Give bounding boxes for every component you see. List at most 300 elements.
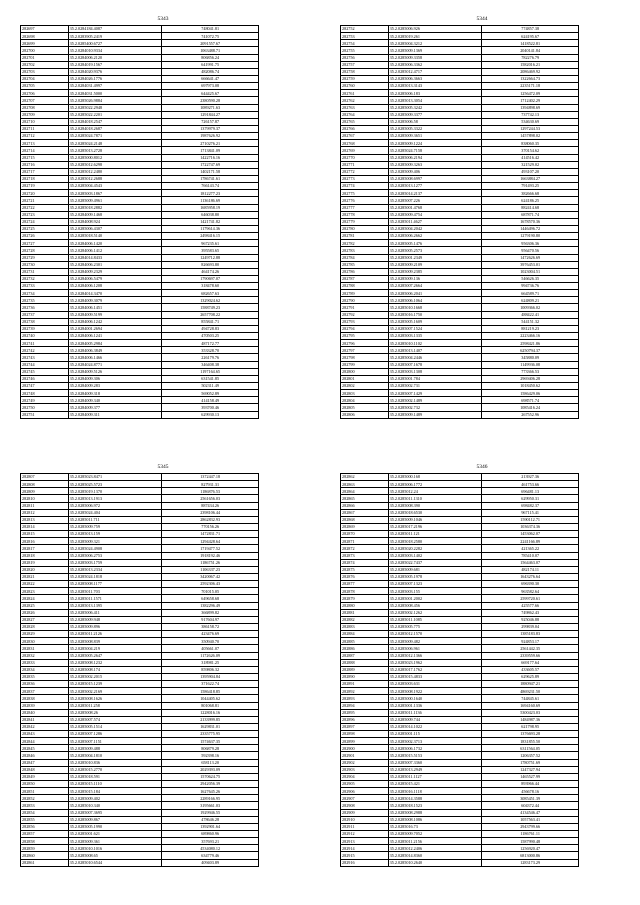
table-row bbox=[21, 602, 259, 609]
x-coordinate-cell: 35.2.0284006.1412 bbox=[68, 247, 162, 254]
table-row bbox=[21, 233, 259, 240]
table-row bbox=[341, 140, 579, 147]
table-row bbox=[341, 795, 579, 802]
x-coordinate-cell: 35.2.0285006.926 bbox=[388, 26, 482, 33]
table-row bbox=[21, 311, 259, 318]
y-coordinate-cell: 1627645.26 bbox=[162, 788, 259, 795]
table-row bbox=[21, 125, 259, 132]
point-id-cell: 282712 bbox=[21, 133, 69, 140]
point-id-cell: 282798 bbox=[341, 354, 389, 361]
point-id-cell: 282916 bbox=[341, 859, 389, 866]
table-row bbox=[341, 161, 579, 168]
point-id-cell: 282721 bbox=[21, 197, 69, 204]
table-row bbox=[341, 516, 579, 523]
table-row bbox=[21, 502, 259, 509]
point-id-cell: 282826 bbox=[21, 609, 69, 616]
y-coordinate-cell: 644425.67 bbox=[162, 90, 259, 97]
table-row bbox=[341, 240, 579, 247]
x-coordinate-cell: 35.2.0285004.3212 bbox=[388, 40, 482, 47]
point-id-cell: 282889 bbox=[341, 666, 389, 673]
point-id-cell: 282770 bbox=[341, 154, 389, 161]
x-coordinate-cell: 35.2.0285011.711 bbox=[68, 516, 162, 523]
point-id-cell: 282910 bbox=[341, 816, 389, 823]
x-coordinate-cell: 35.2.0284014.8433 bbox=[68, 254, 162, 261]
table-row bbox=[341, 383, 579, 390]
table-row bbox=[341, 311, 579, 318]
point-id-cell: 282877 bbox=[341, 581, 389, 588]
point-id-cell: 282710 bbox=[21, 118, 69, 125]
table-row bbox=[21, 397, 259, 404]
point-id-cell: 282799 bbox=[341, 361, 389, 368]
x-coordinate-cell: 35.2.0284006.1208 bbox=[68, 283, 162, 290]
x-coordinate-cell: 35.2.0285009.321 bbox=[68, 538, 162, 545]
table-row bbox=[341, 26, 579, 33]
table-row bbox=[341, 588, 579, 595]
point-id-cell: 282749 bbox=[21, 397, 69, 404]
x-coordinate-cell: 35.2.0285024.7158 bbox=[388, 147, 482, 154]
y-coordinate-cell: 3195661.03 bbox=[162, 802, 259, 809]
x-coordinate-cell: 35.2.0285010.340 bbox=[68, 802, 162, 809]
point-id-cell: 282713 bbox=[21, 140, 69, 147]
table-row bbox=[341, 566, 579, 573]
x-coordinate-cell: 35.2.0284009.283 bbox=[68, 383, 162, 390]
x-coordinate-cell: 35.2.0284009.311 bbox=[68, 411, 162, 418]
x-coordinate-cell: 35.2.0285012.1570 bbox=[388, 631, 482, 638]
table-row bbox=[21, 261, 259, 268]
x-coordinate-cell: 35.2.0285025.5723 bbox=[68, 481, 162, 488]
point-id-cell: 282825 bbox=[21, 602, 69, 609]
y-coordinate-cell: 1484987.36 bbox=[482, 716, 579, 723]
x-coordinate-cell: 35.2.0285006.2753 bbox=[68, 552, 162, 559]
x-coordinate-cell: 35.2.0285012.2688 bbox=[68, 175, 162, 182]
point-id-cell: 282895 bbox=[341, 709, 389, 716]
y-coordinate-cell: 1472831.71 bbox=[162, 531, 259, 538]
point-id-cell: 282759 bbox=[341, 75, 389, 82]
x-coordinate-cell: 35.2.0285011.1085 bbox=[388, 616, 482, 623]
table-row bbox=[21, 523, 259, 530]
table-row bbox=[341, 638, 579, 645]
table-row bbox=[21, 709, 259, 716]
point-id-cell: 282727 bbox=[21, 240, 69, 247]
y-coordinate-cell: 569052.89 bbox=[162, 390, 259, 397]
table-row bbox=[21, 481, 259, 488]
table-row bbox=[21, 368, 259, 375]
point-id-cell: 282896 bbox=[341, 716, 389, 723]
point-id-cell: 282900 bbox=[341, 745, 389, 752]
x-coordinate-cell: 35.2.0284019.1567 bbox=[68, 61, 162, 68]
y-coordinate-cell: 741072.75 bbox=[162, 33, 259, 40]
x-coordinate-cell: 35.2.0284184.4087 bbox=[68, 26, 162, 33]
table-row bbox=[21, 616, 259, 623]
table-row bbox=[341, 40, 579, 47]
table-row bbox=[21, 168, 259, 175]
point-id-cell: 282783 bbox=[341, 247, 389, 254]
point-id-cell: 282823 bbox=[21, 588, 69, 595]
y-coordinate-cell: 827931.31 bbox=[162, 481, 259, 488]
point-id-cell: 282847 bbox=[21, 759, 69, 766]
table-row bbox=[21, 175, 259, 182]
y-coordinate-cell: 806879.28 bbox=[162, 745, 259, 752]
table-row bbox=[21, 581, 259, 588]
x-coordinate-cell: 35.2.0285005.1609 bbox=[388, 318, 482, 325]
table-row bbox=[21, 361, 259, 368]
y-coordinate-cell: 1283173.29 bbox=[482, 859, 579, 866]
y-coordinate-cell: 1587990.48 bbox=[482, 838, 579, 845]
point-id-cell: 282816 bbox=[21, 538, 69, 545]
y-coordinate-cell: 1372447.18 bbox=[162, 474, 259, 481]
table-row bbox=[341, 709, 579, 716]
point-id-cell: 282738 bbox=[21, 318, 69, 325]
point-id-cell: 282785 bbox=[341, 261, 389, 268]
y-coordinate-cell: 696390.30 bbox=[482, 581, 579, 588]
x-coordinate-cell: 35.2.0285022.7437 bbox=[388, 559, 482, 566]
table-row bbox=[21, 383, 259, 390]
x-coordinate-cell: 35.2.0285008.174 bbox=[68, 666, 162, 673]
x-coordinate-cell: 35.2.0285010.1668 bbox=[388, 304, 482, 311]
y-coordinate-cell: 1457898.02 bbox=[482, 133, 579, 140]
x-coordinate-cell: 35.2.0285009.361 bbox=[68, 838, 162, 845]
table-row bbox=[341, 318, 579, 325]
x-coordinate-cell: 35.2.0285005.1514 bbox=[68, 723, 162, 730]
table-row bbox=[341, 90, 579, 97]
x-coordinate-cell: 35.2.0285009.4754 bbox=[388, 211, 482, 218]
table-row bbox=[21, 823, 259, 830]
table-row bbox=[341, 333, 579, 340]
point-id-cell: 282819 bbox=[21, 559, 69, 566]
table-row bbox=[21, 659, 259, 666]
y-coordinate-cell: 2561656.03 bbox=[162, 495, 259, 502]
point-id-cell: 282891 bbox=[341, 681, 389, 688]
point-id-cell: 282800 bbox=[341, 368, 389, 375]
x-coordinate-cell: 35.2.0285009.948 bbox=[68, 616, 162, 623]
point-id-cell: 282880 bbox=[341, 602, 389, 609]
x-coordinate-cell: 35.2.0285006.58 bbox=[388, 118, 482, 125]
point-id-cell: 282763 bbox=[341, 104, 389, 111]
table-row bbox=[21, 140, 259, 147]
point-id-cell: 282702 bbox=[21, 61, 69, 68]
y-coordinate-cell: 544151.32 bbox=[482, 318, 579, 325]
point-id-cell: 282875 bbox=[341, 566, 389, 573]
x-coordinate-cell: 35.2.0285003.1308 bbox=[388, 368, 482, 375]
y-coordinate-cell: 2241166.89 bbox=[482, 538, 579, 545]
point-id-cell: 282806 bbox=[341, 411, 389, 418]
x-coordinate-cell: 35.2.0285006.1772 bbox=[388, 481, 482, 488]
point-id-cell: 282855 bbox=[21, 816, 69, 823]
x-coordinate-cell: 35.2.0285006.1064 bbox=[388, 297, 482, 304]
y-coordinate-cell: 917604.97 bbox=[162, 616, 259, 623]
table-row bbox=[341, 823, 579, 830]
point-id-cell: 282744 bbox=[21, 361, 69, 368]
point-id-cell: 282878 bbox=[341, 588, 389, 595]
y-coordinate-cell: 1418522.81 bbox=[482, 40, 579, 47]
x-coordinate-cell: 35.2.0285009.488 bbox=[68, 745, 162, 752]
table-row bbox=[341, 595, 579, 602]
y-coordinate-cell: 2599720.61 bbox=[482, 595, 579, 602]
x-coordinate-cell: 35.2.0285007.1286 bbox=[68, 731, 162, 738]
y-coordinate-cell: 4869231.50 bbox=[482, 688, 579, 695]
x-coordinate-cell: 35.2.0284005.2984 bbox=[68, 340, 162, 347]
y-coordinate-cell: 433605.57 bbox=[482, 666, 579, 673]
point-id-cell: 282866 bbox=[341, 502, 389, 509]
table-row bbox=[21, 831, 259, 838]
y-coordinate-cell: 470503.25 bbox=[162, 333, 259, 340]
table-row bbox=[21, 404, 259, 411]
x-coordinate-cell: 35.2.0285001.2002 bbox=[388, 595, 482, 602]
y-coordinate-cell: 801068.81 bbox=[162, 702, 259, 709]
table-row bbox=[341, 602, 579, 609]
x-coordinate-cell: 35.2.0285009.759 bbox=[68, 523, 162, 530]
table-row bbox=[21, 809, 259, 816]
x-coordinate-cell: 35.2.0285004.2446 bbox=[388, 354, 482, 361]
y-coordinate-cell: 2969406.28 bbox=[482, 375, 579, 382]
x-coordinate-cell: 35.2.0285007.1323 bbox=[388, 581, 482, 588]
x-coordinate-cell: 35.2.0285005.1978 bbox=[388, 573, 482, 580]
table-row bbox=[341, 659, 579, 666]
point-id-cell: 282802 bbox=[341, 383, 389, 390]
y-coordinate-cell: 2942056.39 bbox=[162, 781, 259, 788]
point-id-cell: 282746 bbox=[21, 375, 69, 382]
x-coordinate-cell: 35.2.0285002.1262 bbox=[388, 609, 482, 616]
y-coordinate-cell: 482086.74 bbox=[162, 68, 259, 75]
point-id-cell: 282873 bbox=[341, 552, 389, 559]
x-coordinate-cell: 35.2.0285009.3358 bbox=[388, 54, 482, 61]
point-id-cell: 282753 bbox=[341, 33, 389, 40]
x-coordinate-cell: 35.2.0284009.5126 bbox=[68, 368, 162, 375]
table-row bbox=[341, 118, 579, 125]
y-coordinate-cell: 534630.69 bbox=[482, 118, 579, 125]
y-coordinate-cell: 456678.16 bbox=[482, 788, 579, 795]
table-row bbox=[21, 275, 259, 282]
table-row bbox=[341, 54, 579, 61]
y-coordinate-cell: 782276.79 bbox=[482, 54, 579, 61]
y-coordinate-cell: 1586418.85 bbox=[162, 688, 259, 695]
table-row bbox=[21, 645, 259, 652]
x-coordinate-cell: 35.2.0285007.226 bbox=[388, 197, 482, 204]
table-row bbox=[21, 738, 259, 745]
point-id-cell: 282872 bbox=[341, 545, 389, 552]
point-id-cell: 282837 bbox=[21, 688, 69, 695]
y-coordinate-cell: 658113.20 bbox=[162, 759, 259, 766]
point-id-cell: 282767 bbox=[341, 133, 389, 140]
y-coordinate-cell: 1831855.50 bbox=[482, 738, 579, 745]
table-row bbox=[21, 745, 259, 752]
y-coordinate-cell: 1564463.07 bbox=[482, 559, 579, 566]
table-row bbox=[341, 631, 579, 638]
table-row bbox=[341, 581, 579, 588]
point-id-cell: 282864 bbox=[341, 488, 389, 495]
x-coordinate-cell: 35.2.0285003.1759 bbox=[68, 559, 162, 566]
x-coordinate-cell: 35.2.0285009.681 bbox=[388, 566, 482, 573]
table-row bbox=[21, 702, 259, 709]
point-id-cell: 282733 bbox=[21, 283, 69, 290]
table-row bbox=[341, 275, 579, 282]
table-row bbox=[21, 225, 259, 232]
y-coordinate-cell: 1812277.23 bbox=[162, 190, 259, 197]
table-row bbox=[21, 766, 259, 773]
point-id-cell: 282849 bbox=[21, 773, 69, 780]
x-coordinate-cell: 35.2.0285024.404 bbox=[68, 509, 162, 516]
x-coordinate-cell: 35.2.0285003.631 bbox=[388, 681, 482, 688]
x-coordinate-cell: 35.2.0285010.836 bbox=[68, 759, 162, 766]
x-coordinate-cell: 35.2.0285008.1626 bbox=[68, 695, 162, 702]
table-row bbox=[21, 33, 259, 40]
x-coordinate-cell: 35.2.0285006.972 bbox=[68, 502, 162, 509]
point-id-cell: 282884 bbox=[341, 631, 389, 638]
point-id-cell: 282786 bbox=[341, 268, 389, 275]
x-coordinate-cell: 35.2.0285011.1571 bbox=[68, 595, 162, 602]
x-coordinate-cell: 35.2.0285015.184 bbox=[68, 788, 162, 795]
y-coordinate-cell: 806856.24 bbox=[162, 54, 259, 61]
x-coordinate-cell: 35.2.0284006.2301 bbox=[68, 261, 162, 268]
point-id-cell: 282739 bbox=[21, 325, 69, 332]
point-id-cell: 282868 bbox=[341, 516, 389, 523]
table-row bbox=[21, 347, 259, 354]
x-coordinate-cell: 35.2.0285012.6298 bbox=[68, 161, 162, 168]
point-id-cell: 282879 bbox=[341, 595, 389, 602]
y-coordinate-cell: 321529.02 bbox=[482, 161, 579, 168]
x-coordinate-cell: 35.2.0285006.961 bbox=[388, 645, 482, 652]
y-coordinate-cell: 994736.76 bbox=[482, 283, 579, 290]
x-coordinate-cell: 35.2.0285001.2349 bbox=[388, 254, 482, 261]
table-row bbox=[21, 304, 259, 311]
x-coordinate-cell: 35.2.0285013.159 bbox=[68, 531, 162, 538]
x-coordinate-cell: 35.2.0285010.1016 bbox=[68, 845, 162, 852]
point-id-cell: 282897 bbox=[341, 723, 389, 730]
table-row bbox=[341, 573, 579, 580]
point-id-cell: 282725 bbox=[21, 225, 69, 232]
table-row bbox=[21, 297, 259, 304]
y-coordinate-cell: 925046.88 bbox=[482, 616, 579, 623]
y-coordinate-cell: 773366.53 bbox=[482, 368, 579, 375]
x-coordinate-cell: 35.2.0285018.6530 bbox=[388, 509, 482, 516]
table-row bbox=[21, 40, 259, 47]
y-coordinate-cell: 1149936.08 bbox=[482, 361, 579, 368]
y-coordinate-cell: 785410.07 bbox=[482, 552, 579, 559]
y-coordinate-cell: 425577.66 bbox=[482, 602, 579, 609]
x-coordinate-cell: 35.2.0284006.1451 bbox=[68, 304, 162, 311]
point-id-cell: 282822 bbox=[21, 581, 69, 588]
y-coordinate-cell: 882414.68 bbox=[482, 204, 579, 211]
table-row bbox=[341, 731, 579, 738]
x-coordinate-cell: 35.2.0285024.2148 bbox=[68, 140, 162, 147]
table-row bbox=[21, 631, 259, 638]
table-row bbox=[21, 97, 259, 104]
point-id-cell: 282827 bbox=[21, 616, 69, 623]
x-coordinate-cell: 35.2.0285014.3588 bbox=[388, 795, 482, 802]
table-row bbox=[21, 559, 259, 566]
table-row bbox=[21, 390, 259, 397]
x-coordinate-cell: 35.2.0285008.390 bbox=[388, 502, 482, 509]
point-id-cell: 282722 bbox=[21, 204, 69, 211]
point-id-cell: 282756 bbox=[341, 54, 389, 61]
point-id-cell: 282815 bbox=[21, 531, 69, 538]
point-id-cell: 282851 bbox=[21, 788, 69, 795]
point-id-cell: 282828 bbox=[21, 623, 69, 630]
table-row bbox=[341, 495, 579, 502]
table-row bbox=[341, 831, 579, 838]
table-row bbox=[341, 197, 579, 204]
table-row bbox=[341, 531, 579, 538]
y-coordinate-cell: 859806.32 bbox=[162, 666, 259, 673]
page-number: 5343 bbox=[157, 16, 169, 22]
table-row bbox=[21, 595, 259, 602]
y-coordinate-cell: 3976453.01 bbox=[482, 261, 579, 268]
table-row bbox=[341, 397, 579, 404]
point-id-cell: 282885 bbox=[341, 638, 389, 645]
y-coordinate-cell: 2398106.44 bbox=[162, 509, 259, 516]
table-row bbox=[341, 688, 579, 695]
y-coordinate-cell: 649658.68 bbox=[162, 595, 259, 602]
point-id-cell: 282794 bbox=[341, 325, 389, 332]
y-coordinate-cell: 502311.49 bbox=[162, 383, 259, 390]
x-coordinate-cell: 35.2.0284008.924 bbox=[68, 218, 162, 225]
x-coordinate-cell: 35.2.0284006.3849 bbox=[68, 347, 162, 354]
point-id-cell: 282742 bbox=[21, 347, 69, 354]
table-row bbox=[341, 816, 579, 823]
x-coordinate-cell: 35.2.0285016.73 bbox=[388, 823, 482, 830]
y-coordinate-cell: 1918192.46 bbox=[162, 552, 259, 559]
y-coordinate-cell: 382666.68 bbox=[482, 190, 579, 197]
table-row bbox=[21, 211, 259, 218]
y-coordinate-cell: 967235.61 bbox=[162, 240, 259, 247]
y-coordinate-cell: 414158.49 bbox=[162, 397, 259, 404]
y-coordinate-cell: 669177.64 bbox=[482, 659, 579, 666]
table-row bbox=[341, 738, 579, 745]
table-row bbox=[21, 197, 259, 204]
table-row bbox=[341, 788, 579, 795]
y-coordinate-cell: 1421741.82 bbox=[162, 218, 259, 225]
y-coordinate-cell: 1987626.92 bbox=[162, 133, 259, 140]
y-coordinate-cell: 2029393.09 bbox=[162, 766, 259, 773]
x-coordinate-cell: 35.2.0283905.2419 bbox=[68, 33, 162, 40]
table-row bbox=[341, 652, 579, 659]
table-row bbox=[341, 183, 579, 190]
y-coordinate-cell: 1063488.71 bbox=[162, 47, 259, 54]
x-coordinate-cell: 35.2.0285020.2282 bbox=[388, 545, 482, 552]
x-coordinate-cell: 35.2.0285005.2647 bbox=[68, 652, 162, 659]
y-coordinate-cell: 1465527.99 bbox=[482, 773, 579, 780]
point-id-cell: 282765 bbox=[341, 118, 389, 125]
table-row bbox=[21, 609, 259, 616]
y-coordinate-cell: 1322664.73 bbox=[482, 75, 579, 82]
point-id-cell: 282793 bbox=[341, 318, 389, 325]
point-id-cell: 282913 bbox=[341, 838, 389, 845]
x-coordinate-cell: 35.2.0285011.258 bbox=[68, 702, 162, 709]
point-id-cell: 282740 bbox=[21, 333, 69, 340]
x-coordinate-cell: 35.2.0285011.121 bbox=[388, 531, 482, 538]
page-number: 5346 bbox=[476, 464, 488, 470]
table-row bbox=[21, 47, 259, 54]
y-coordinate-cell: 423476.69 bbox=[162, 631, 259, 638]
table-row bbox=[21, 26, 259, 33]
x-coordinate-cell: 35.2.0285022.2948 bbox=[68, 104, 162, 111]
y-coordinate-cell: 2592306.43 bbox=[162, 581, 259, 588]
table-row bbox=[341, 347, 579, 354]
table-row bbox=[341, 61, 579, 68]
table-row bbox=[341, 375, 579, 382]
y-coordinate-cell: 2223466.16 bbox=[482, 333, 579, 340]
x-coordinate-cell: 35.2.0285017.1762 bbox=[388, 666, 482, 673]
y-coordinate-cell: 687871.74 bbox=[482, 211, 579, 218]
point-id-cell: 282890 bbox=[341, 673, 389, 680]
point-id-cell: 282751 bbox=[21, 411, 69, 418]
point-id-cell: 282852 bbox=[21, 795, 69, 802]
y-coordinate-cell: 697973.08 bbox=[162, 83, 259, 90]
y-coordinate-cell: 1136186.69 bbox=[162, 197, 259, 204]
y-coordinate-cell: 1247327.94 bbox=[482, 766, 579, 773]
table-row bbox=[21, 795, 259, 802]
point-id-cell: 282870 bbox=[341, 531, 389, 538]
